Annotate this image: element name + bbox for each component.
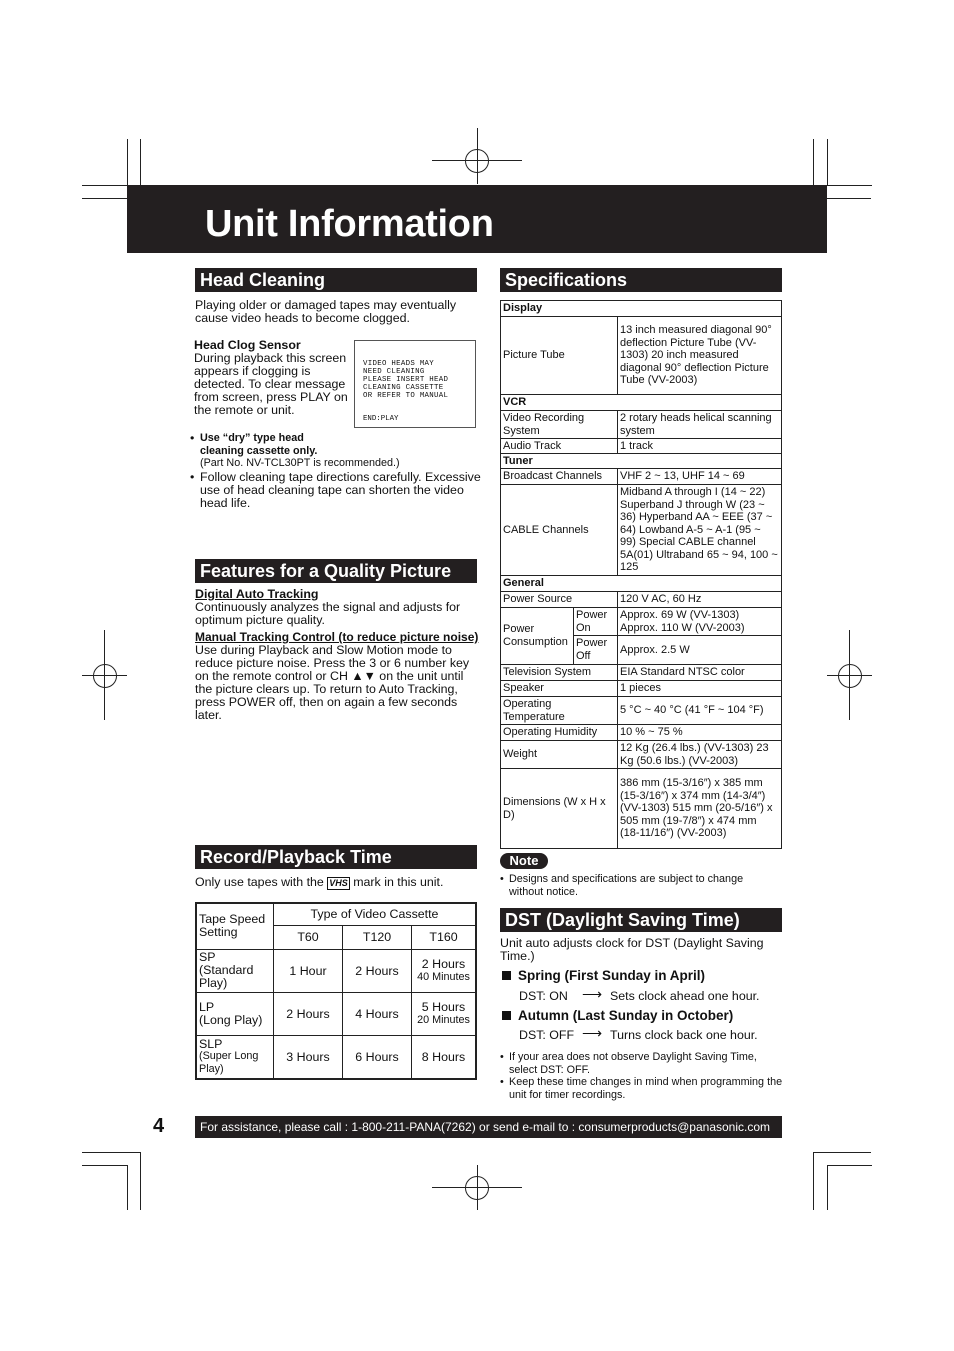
dst-intro: Unit auto adjusts clock for DST (Daylight Saving Time.) xyxy=(500,936,764,964)
bullet-icon: • xyxy=(500,1076,504,1088)
features-heading: Features for a Quality Picture xyxy=(195,559,477,583)
part-number-note: (Part No. NV-TCL30PT is recommended.) xyxy=(200,457,400,469)
digital-auto-tracking-title: Digital Auto Tracking xyxy=(195,587,319,601)
osd-end-play: END:PLAY xyxy=(363,415,399,423)
bullet-icon: • xyxy=(190,470,195,484)
record-playback-heading: Record/Playback Time xyxy=(195,845,477,869)
header-cassette-type: Type of Video Cassette xyxy=(274,903,477,925)
autumn-desc: Turns clock back one hour. xyxy=(610,1028,758,1042)
page-number: 4 xyxy=(153,1115,165,1137)
autumn-title: Autumn (Last Sunday in October) xyxy=(502,1009,733,1022)
header-speed: Tape Speed Setting xyxy=(196,903,274,949)
note-text: Designs and specifications are subject to change without notice. xyxy=(509,873,744,898)
table-row: SLP (Super Long Play) 3 Hours 6 Hours 8 Hours xyxy=(196,1035,476,1079)
bullet-icon: • xyxy=(500,1051,504,1063)
spring-desc: Sets clock ahead one hour. xyxy=(610,989,760,1003)
header-t60: T60 xyxy=(274,925,343,949)
header-t120: T120 xyxy=(343,925,412,949)
square-bullet-icon xyxy=(502,971,511,980)
dry-cassette-note: Use “dry” type head cleaning cassette only. xyxy=(200,432,318,457)
dst-note-1: If your area does not observe Daylight Saving Time, select DST: OFF. xyxy=(509,1051,757,1076)
spring-setting: DST: ON xyxy=(519,989,568,1003)
page-title: Unit Information xyxy=(205,203,494,245)
manual-tracking-title: Manual Tracking Control (to reduce picture noise) xyxy=(195,630,479,644)
record-time-table xyxy=(195,902,477,1080)
specifications-heading: Specifications xyxy=(500,268,782,292)
specifications-table: Display Picture Tube 13 inch measured diagonal 90° deflection Picture Tube (VV-1303) 20 inch measured diagonal 90° deflection Picture Tube (VV-2003) VCR Video Recording System 2 rotary heads helical scanning system Audio Track 1 track Tuner Broadcast Channels VHF 2 ~ 13, UHF 14 ~ 69 CABLE Channels Midband A through I (14 ~ 22) Superband J through W (23 ~ 36) Hyperband AA ~ EEE (37 ~ 64) Lowband A-5 ~ A-1 (95 ~ 99) Special CABLE channel 5A(01) Ultraband 65 ~ 94, 100 ~ 125 General Power Source 120 V AC, 60 Hz Power Consumption Power On Approx. 69 W (VV-1303) Approx. 110 W (VV-2003) Power Off Approx. 2.5 W Television System EIA Standard NTSC color Speaker 1 pieces Operating Temperature 5 °C ~ 40 °C (41 °F ~ 104 °F) Operating Humidity 10 % ~ 75 % Weight 12 Kg (26.4 lbs.) (VV-1303) 23 Kg (50.6 lbs.) (VV-2003) Dimensions (W x H x D) 386 mm (15-3/16″) x 385 mm (15-3/16″) x 374 mm (14-3/4″) (VV-1303) 515 mm (20-5/16″) x 505 mm (19-7/8″) x 474 mm (18-11/16″) (VV-2003) xyxy=(500,300,782,849)
dst-heading: DST (Daylight Saving Time) xyxy=(500,908,782,932)
square-bullet-icon xyxy=(502,1011,511,1020)
head-clog-sensor-text: During playback this screen appears if clogging is detected. To clear message from screen, press PLAY on the remote or unit. xyxy=(194,351,348,418)
table-row: LP (Long Play) 2 Hours 4 Hours 5 Hours 20 Minutes xyxy=(196,992,476,1035)
vhs-logo-icon: VHS xyxy=(329,878,348,888)
head-cleaning-intro: Playing older or damaged tapes may eventually cause video heads to become clogged. xyxy=(195,298,457,326)
table-row: SP (Standard Play) 1 Hour 2 Hours 2 Hours 40 Minutes xyxy=(196,949,476,992)
vhs-intro: Only use tapes with the VHS mark in this unit. xyxy=(195,875,444,889)
bullet-icon: • xyxy=(190,431,195,445)
head-clog-sensor-title: Head Clog Sensor xyxy=(194,338,301,352)
autumn-setting: DST: OFF xyxy=(519,1028,575,1042)
osd-message: VIDEO HEADS MAY NEED CLEANING PLEASE INSERT HEAD CLEANING CASSETTE OR REFER TO MANUAL xyxy=(363,360,449,400)
assistance-footer: For assistance, please call : 1-800-211-PANA(7262) or send e-mail to : consumerproducts@panasonic.com xyxy=(195,1116,782,1138)
arrow-right-icon: ⟶ xyxy=(582,1025,603,1041)
bullet-icon: • xyxy=(500,873,504,885)
cleaning-directions-note: Follow cleaning tape directions carefully. Excessive use of head cleaning tape can shorten the video head life. xyxy=(200,470,481,511)
note-badge: Note xyxy=(500,853,548,869)
manual-tracking-text: Use during Playback and Slow Motion mode to reduce picture noise. Press the 3 or 6 number key on the remote control or CH ▲▼ on the unit until the picture clears up. To return to Auto Tracking, press POWER off, then on again a few seconds later. xyxy=(195,643,470,723)
dst-note-2: Keep these time changes in mind when programming the unit for timer recordings. xyxy=(509,1076,783,1101)
spring-title: Spring (First Sunday in April) xyxy=(502,969,705,982)
arrow-right-icon: ⟶ xyxy=(582,986,603,1002)
head-cleaning-heading: Head Cleaning xyxy=(195,268,477,292)
digital-auto-tracking-text: Continuously analyzes the signal and adjusts for optimum picture quality. xyxy=(195,600,461,628)
head-clog-screen xyxy=(354,340,476,428)
header-t160: T160 xyxy=(412,925,477,949)
